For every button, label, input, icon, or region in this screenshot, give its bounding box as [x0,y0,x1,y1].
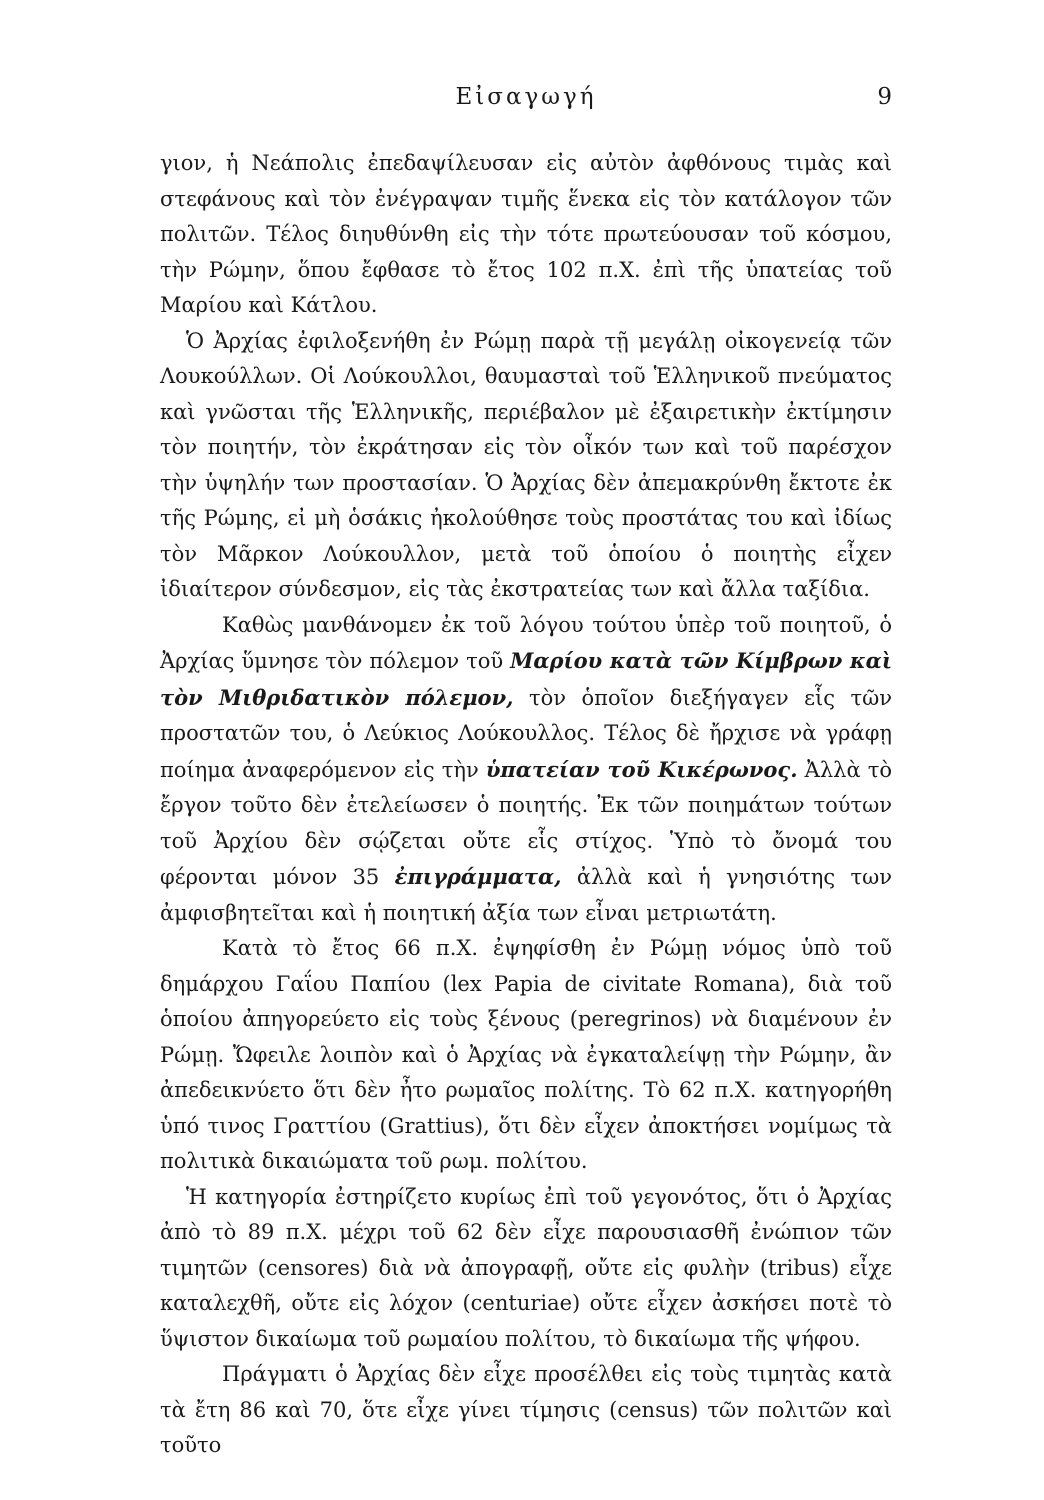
paragraph-2: Ὁ Ἀρχίας ἐφιλοξενήθη ἐν Ρώμῃ παρὰ τῇ μεγάλῃ οἰκογενείᾳ τῶν Λουκούλλων. Οἱ Λούκουλλοι, θαυμασταὶ τοῦ Ἑλληνικοῦ πνεύματος καὶ γνῶσται τῆς Ἑλληνικῆς, περιέβαλον μὲ ἐξαιρετικὴν ἐκτίμησιν τὸν ποιητήν, τὸν ἐκράτησαν εἰς τὸν οἶκόν των καὶ τοῦ παρέσχον τὴν ὑψηλήν των προστασίαν. Ὁ Ἀρχίας δὲν ἀπεμακρύνθη ἔκτοτε ἐκ τῆς Ρώμης, εἰ μὴ ὁσάκις ἠκολούθησε τοὺς προστάτας του καὶ ἰδίως τὸν Μᾶρκον Λούκουλλον, μετὰ τοῦ ὁποίου ὁ ποιητὴς εἶχεν ἰδιαίτερον σύνδεσμον, εἰς τὰς ἐκστρατείας των καὶ ἄλλα ταξίδια. [160,328,892,601]
emphasis-epigrams: ἐπιγράμματα, [394,864,562,889]
emphasis-cicero-consulship: ὑπατείαν τοῦ Κικέρωνος. [485,756,798,782]
running-head: Εἰσαγωγή [455,84,597,110]
paragraph-3 [160,608,892,932]
paragraph-3-text-c: τὸν ὁποῖον διεξήγαγεν εἷς τῶν προστατῶν του, ὁ Λεύκιος Λούκουλλος. Τέλος δὲ ἤρχισε νὰ γράφῃ ποίημα ἀναφερόμενον εἰς τὴν [160,685,892,782]
paragraph-4: Κατὰ τὸ ἔτος 66 π.Χ. ἐψηφίσθη ἐν Ρώμῃ νόμος ὑπὸ τοῦ δημάρχου Γαΐου Παπίου (lex Papia de civitate Romana), διὰ τοῦ ὁποίου ἀπηγορεύετο εἰς τοὺς ξένους (peregrinos) νὰ διαμένουν ἐν Ρώμῃ. Ὤφειλε λοιπὸν καὶ ὁ Ἀρχίας νὰ ἐγκαταλείψῃ τὴν Ρώμην, ἂν ἀπεδεικνύετο ὅτι δὲν ἦτο ρωμαῖος πολίτης. Τὸ 62 π.Χ. κατηγορήθη ὑπό τινος Γραττίου (Grattius), ὅτι δὲν εἶχεν ἀποκτήσει νομίμως τὰ πολιτικὰ δικαιώματα τοῦ ρωμ. πολίτου. [160,936,892,1173]
page-header [160,84,892,124]
paragraph-6: Πράγματι ὁ Ἀρχίας δὲν εἶχε προσέλθει εἰς τοὺς τιμητὰς κατὰ τὰ ἔτη 86 καὶ 70, ὅτε εἶχε γίνει τίμησις (census) τῶν πολιτῶν καὶ τοῦτο [160,1362,892,1457]
emphasis-marius-cimbri: Μαρίου κατὰ τῶν Κίμβρων καὶ τὸν Μιθριδατικὸν πόλεμον, [160,648,892,710]
paragraph-5: Ἡ κατηγορία ἐστηρίζετο κυρίως ἐπὶ τοῦ γεγονότος, ὅτι ὁ Ἀρχίας ἀπὸ τὸ 89 π.Χ. μέχρι τοῦ 62 δὲν εἶχε παρουσιασθῆ ἐνώπιον τῶν τιμητῶν (censores) διὰ νὰ ἀπογραφῇ, οὔτε εἰς φυλὴν (tribus) εἶχε καταλεχθῆ, οὔτε εἰς λόχον (centuriae) οὔτε εἶχεν ἀσκήσει ποτὲ τὸ ὕψιστον δικαίωμα τοῦ ρωμαίου πολίτου, τὸ δικαίωμα τῆς ψήφου. [160,1184,892,1351]
paragraph-3-text-a: Καθὼς μανθάνομεν ἐκ τοῦ λόγου τούτου ὑπὲρ τοῦ ποιητοῦ, ὁ Ἀρχίας ὕμνησε τὸν πόλεμον τοῦ [160,612,892,673]
paragraph-3-text-e: Ἀλλὰ τὸ ἔργον τοῦτο δὲν ἐτελείωσεν ὁ ποιητής. Ἐκ τῶν ποιημάτων τούτων τοῦ Ἀρχίου δὲν σῴζεται οὔτε εἷς στίχος. Ὑπὸ τὸ ὄνομά του φέρονται μόνον 35 [160,757,893,889]
paragraph-3-text-g: ἀλλὰ καὶ ἡ γνησιότης των ἀμφισβητεῖται καὶ ἡ ποιητική ἀξία των εἶναι μετριωτάτη. [160,865,892,925]
page-number: 9 [877,84,892,110]
paragraph-1: γιον, ἡ Νεάπολις ἐπεδαψίλευσαν εἰς αὐτὸν ἀφθόνους τιμὰς καὶ στεφάνους καὶ τὸν ἐνέγραψαν τιμῆς ἕνεκα εἰς τὸν κατάλογον τῶν πολιτῶν. Τέλος διηυθύνθη εἰς τὴν τότε πρωτεύουσαν τοῦ κόσμου, τὴν Ρώμην, ὅπου ἔφθασε τὸ ἔτος 102 π.Χ. ἐπὶ τῆς ὑπατείας τοῦ Μαρίου καὶ Κάτλου. [160,151,892,317]
body-text [160,146,892,1464]
